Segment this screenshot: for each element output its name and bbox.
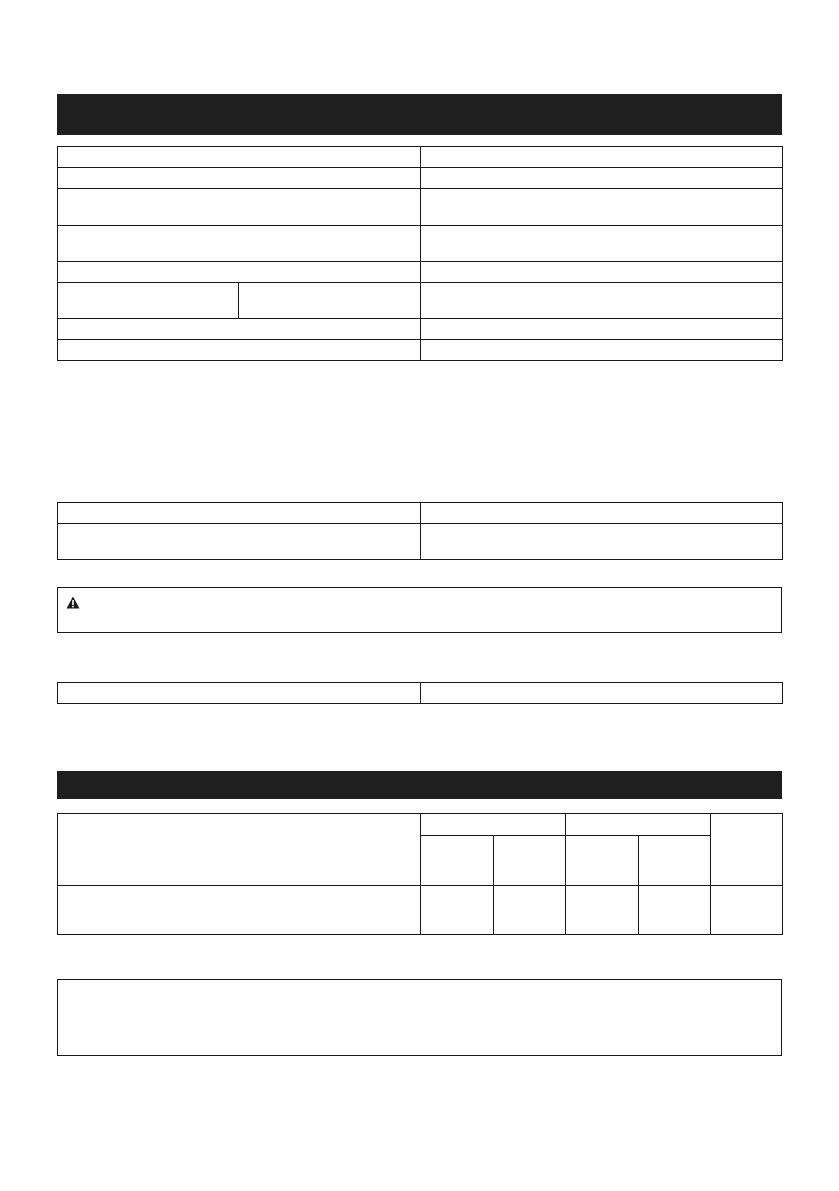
spec-value	[421, 319, 783, 340]
section-header-text	[57, 94, 65, 110]
table-row	[58, 814, 783, 836]
spec-value	[421, 168, 783, 189]
table-cell	[421, 886, 494, 935]
table-row	[58, 283, 783, 319]
spec-value	[421, 283, 783, 319]
sub-header	[421, 836, 494, 886]
spec-label	[58, 147, 421, 168]
row-header	[58, 814, 421, 886]
info-value	[421, 503, 783, 524]
section-header-bar	[57, 94, 782, 135]
table-row	[58, 147, 783, 168]
warning-box	[57, 587, 782, 633]
table-row	[58, 524, 783, 560]
spec-value	[421, 226, 783, 262]
table-row	[58, 168, 783, 189]
table-cell	[639, 886, 711, 935]
sub-header	[566, 836, 639, 886]
sub-header	[639, 836, 711, 886]
spec-value	[421, 147, 783, 168]
table-row	[58, 226, 783, 262]
table-row	[58, 683, 783, 704]
info-label	[58, 524, 421, 560]
group-header	[566, 814, 711, 836]
spec-label	[58, 340, 421, 361]
info-label	[58, 503, 421, 524]
group-header	[711, 814, 783, 886]
sub-header	[494, 836, 566, 886]
table-row	[58, 319, 783, 340]
row-label	[58, 683, 421, 704]
table-cell	[494, 886, 566, 935]
table-row	[58, 340, 783, 361]
info-value	[421, 524, 783, 560]
table-cell	[711, 886, 783, 935]
table-row	[58, 189, 783, 226]
spec-label	[58, 226, 421, 262]
single-row-table	[57, 682, 783, 704]
spec-value	[421, 340, 783, 361]
spec-sub-label	[239, 283, 421, 319]
warning-triangle-icon	[66, 596, 80, 609]
row-value	[421, 683, 783, 704]
row-label	[58, 886, 421, 935]
specifications-table	[57, 146, 783, 361]
spec-label	[58, 283, 239, 319]
section-header-text	[57, 771, 65, 787]
spec-label	[58, 262, 421, 283]
table-row	[58, 262, 783, 283]
spec-label	[58, 319, 421, 340]
note-box	[57, 979, 782, 1056]
group-header	[421, 814, 566, 836]
spec-label	[58, 168, 421, 189]
grouped-table	[57, 813, 783, 935]
table-row	[58, 886, 783, 935]
spec-label	[58, 189, 421, 226]
info-table	[57, 502, 783, 560]
table-row	[58, 503, 783, 524]
table-cell	[566, 886, 639, 935]
section-header-bar	[57, 771, 782, 799]
spec-value	[421, 189, 783, 226]
spec-value	[421, 262, 783, 283]
